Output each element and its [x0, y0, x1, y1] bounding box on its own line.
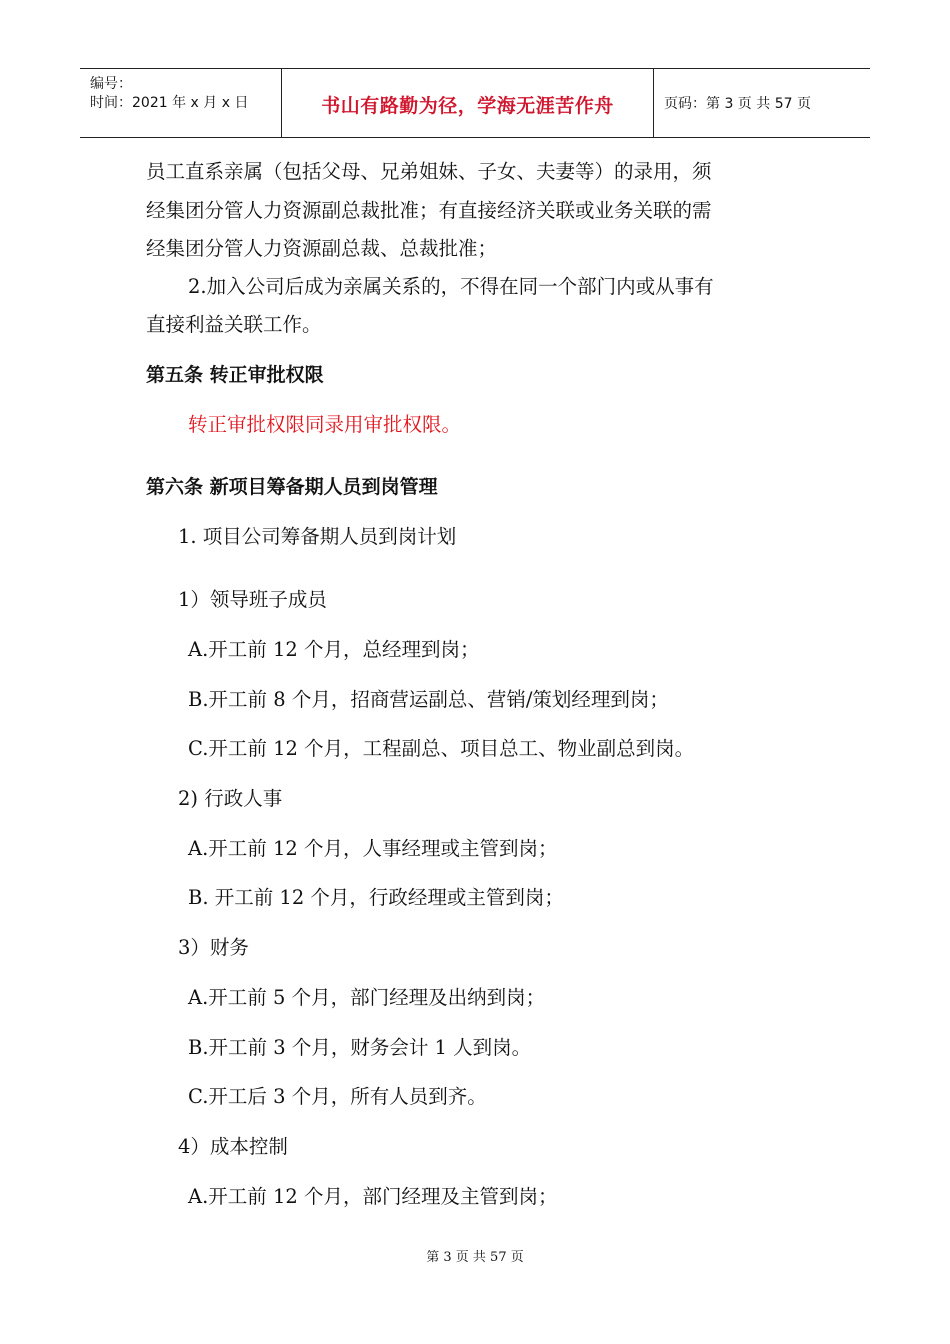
list-item: A.开工前 12 个月，人事经理或主管到岗；: [188, 837, 558, 860]
group-heading: 1）领导班子成员: [178, 588, 327, 611]
paragraph-line: 经集团分管人力资源副总裁、总裁批准；: [146, 237, 498, 260]
list-item: B.开工前 8 个月，招商营运副总、营销/策划经理到岗；: [188, 688, 669, 711]
document-date: 时间：2021 年 x 月 x 日: [90, 95, 249, 111]
page-header: [80, 68, 870, 138]
list-item: A.开工前 12 个月，总经理到岗；: [188, 638, 480, 661]
group-heading: 2) 行政人事: [178, 787, 283, 810]
document-number: 编号：: [90, 76, 132, 92]
list-item: C.开工前 12 个月，工程副总、项目总工、物业副总到岗。: [188, 737, 695, 760]
group-heading: 3）财务: [178, 936, 249, 959]
paragraph-line: 直接利益关联工作。: [146, 313, 322, 336]
page-footer: 第 3 页 共 57 页: [426, 1250, 524, 1265]
article-6-heading: 第六条 新项目筹备期人员到岗管理: [146, 476, 438, 498]
group-heading: 4）成本控制: [178, 1135, 288, 1158]
header-motto: 书山有路勤为径，学海无涯苦作舟: [321, 95, 614, 117]
paragraph-line: 员工直系亲属（包括父母、兄弟姐妹、子女、夫妻等）的录用，须: [146, 160, 712, 183]
list-item: C.开工后 3 个月，所有人员到齐。: [188, 1085, 487, 1108]
header-meta: [90, 75, 248, 113]
header-divider: [653, 69, 654, 137]
list-item: A.开工前 5 个月，部门经理及出纳到岗；: [188, 986, 546, 1009]
article-5-heading: 第五条 转正审批权限: [146, 364, 324, 386]
paragraph-line: 经集团分管人力资源副总裁批准；有直接经济关联或业务关联的需: [146, 199, 712, 222]
list-item: A.开工前 12 个月，部门经理及主管到岗；: [188, 1185, 558, 1208]
list-item: B. 开工前 12 个月，行政经理或主管到岗；: [188, 886, 564, 909]
paragraph-line: 2.加入公司后成为亲属关系的，不得在同一个部门内或从事有: [188, 275, 714, 298]
section-heading: 1. 项目公司筹备期人员到岗计划: [178, 525, 457, 548]
article-5-text: 转正审批权限同录用审批权限。: [188, 413, 462, 436]
header-page-number: 页码：第 3 页 共 57 页: [664, 96, 811, 112]
list-item: B.开工前 3 个月，财务会计 1 人到岗。: [188, 1036, 532, 1059]
